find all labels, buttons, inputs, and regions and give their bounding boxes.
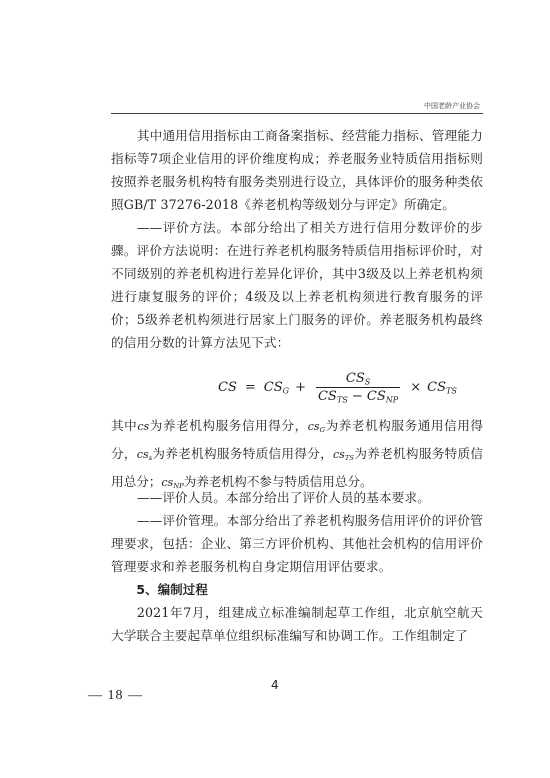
body-bottom [111, 486, 483, 647]
formula-lhs: CS [218, 380, 237, 396]
outer-page-number: — 18 — [88, 688, 143, 703]
variable-definitions-text: 其中cs为养老机构服务信用得分，$cs_G$为养老机构服务通用信用得分，$cs_s$为养老机构服务特质信用得分，$cs_{TS}$为养老机构服务特质信用总分；$cs_{NP}$为养老机构不参与特质信用总分。 [111, 418, 484, 491]
formula-equals: = [244, 380, 256, 396]
paragraph-drafting-process: 2021年7月，组建成立标准编制起草工作组，北京航空航天大学联合主要起草单位组织标准编写和协调工作。工作组制定了 [111, 605, 483, 643]
paragraph-evaluators: ——评价人员。本部分给出了评价人员的基本要求。 [136, 490, 430, 505]
formula-times: × [410, 380, 422, 396]
section-heading: 5、编制过程 [136, 582, 208, 597]
formula-fraction [316, 371, 400, 405]
paragraph-evaluation-management: ——评价管理。本部分给出了养老机构服务信用评价的评价管理要求，包括：企业、第三方评价机构、其他社会机构的信用评价管理要求和养老服务机构自身定期信用评估要求。 [111, 513, 483, 574]
fraction-numerator: $CS_S$ [345, 371, 371, 387]
formula-term1: $CS_G$ [263, 380, 290, 396]
body-top [111, 124, 483, 354]
header-organization: 中国老龄产业协会 [424, 102, 480, 110]
paragraph-credit-indicators: 其中通用信用指标由工商备案指标、经营能力指标、管理能力指标等7项企业信用的评价维度构成；养老服务业特质信用指标则按照养老服务机构特有服务类别进行设立，具体评价的服务种类依照GB/T 37276-2018《养老机构等级划分与评定》所确定。 [111, 128, 483, 212]
formula-plus: + [295, 380, 306, 396]
header-rule [111, 113, 483, 114]
paragraph-evaluation-method: ——评价方法。本部分给出了相关方进行信用分数评价的步骤。评价方法说明：在进行养老机构服务特质信用指标评价时，对不同级别的养老机构进行差异化评价，其中3级及以上养老机构须进行康复服务的评价；4级及以上养老机构须进行教育服务的评价；5级养老机构须进行居家上门服务的评价。养老服务机构最终的信用分数的计算方法见下式： [111, 220, 483, 350]
document-page-number: 4 [271, 678, 279, 692]
credit-score-formula [218, 371, 457, 405]
fraction-denominator: $CS_{TS} - CS_{NP}$ [317, 389, 399, 405]
formula-term3: $CS_{TS}$ [427, 380, 457, 396]
